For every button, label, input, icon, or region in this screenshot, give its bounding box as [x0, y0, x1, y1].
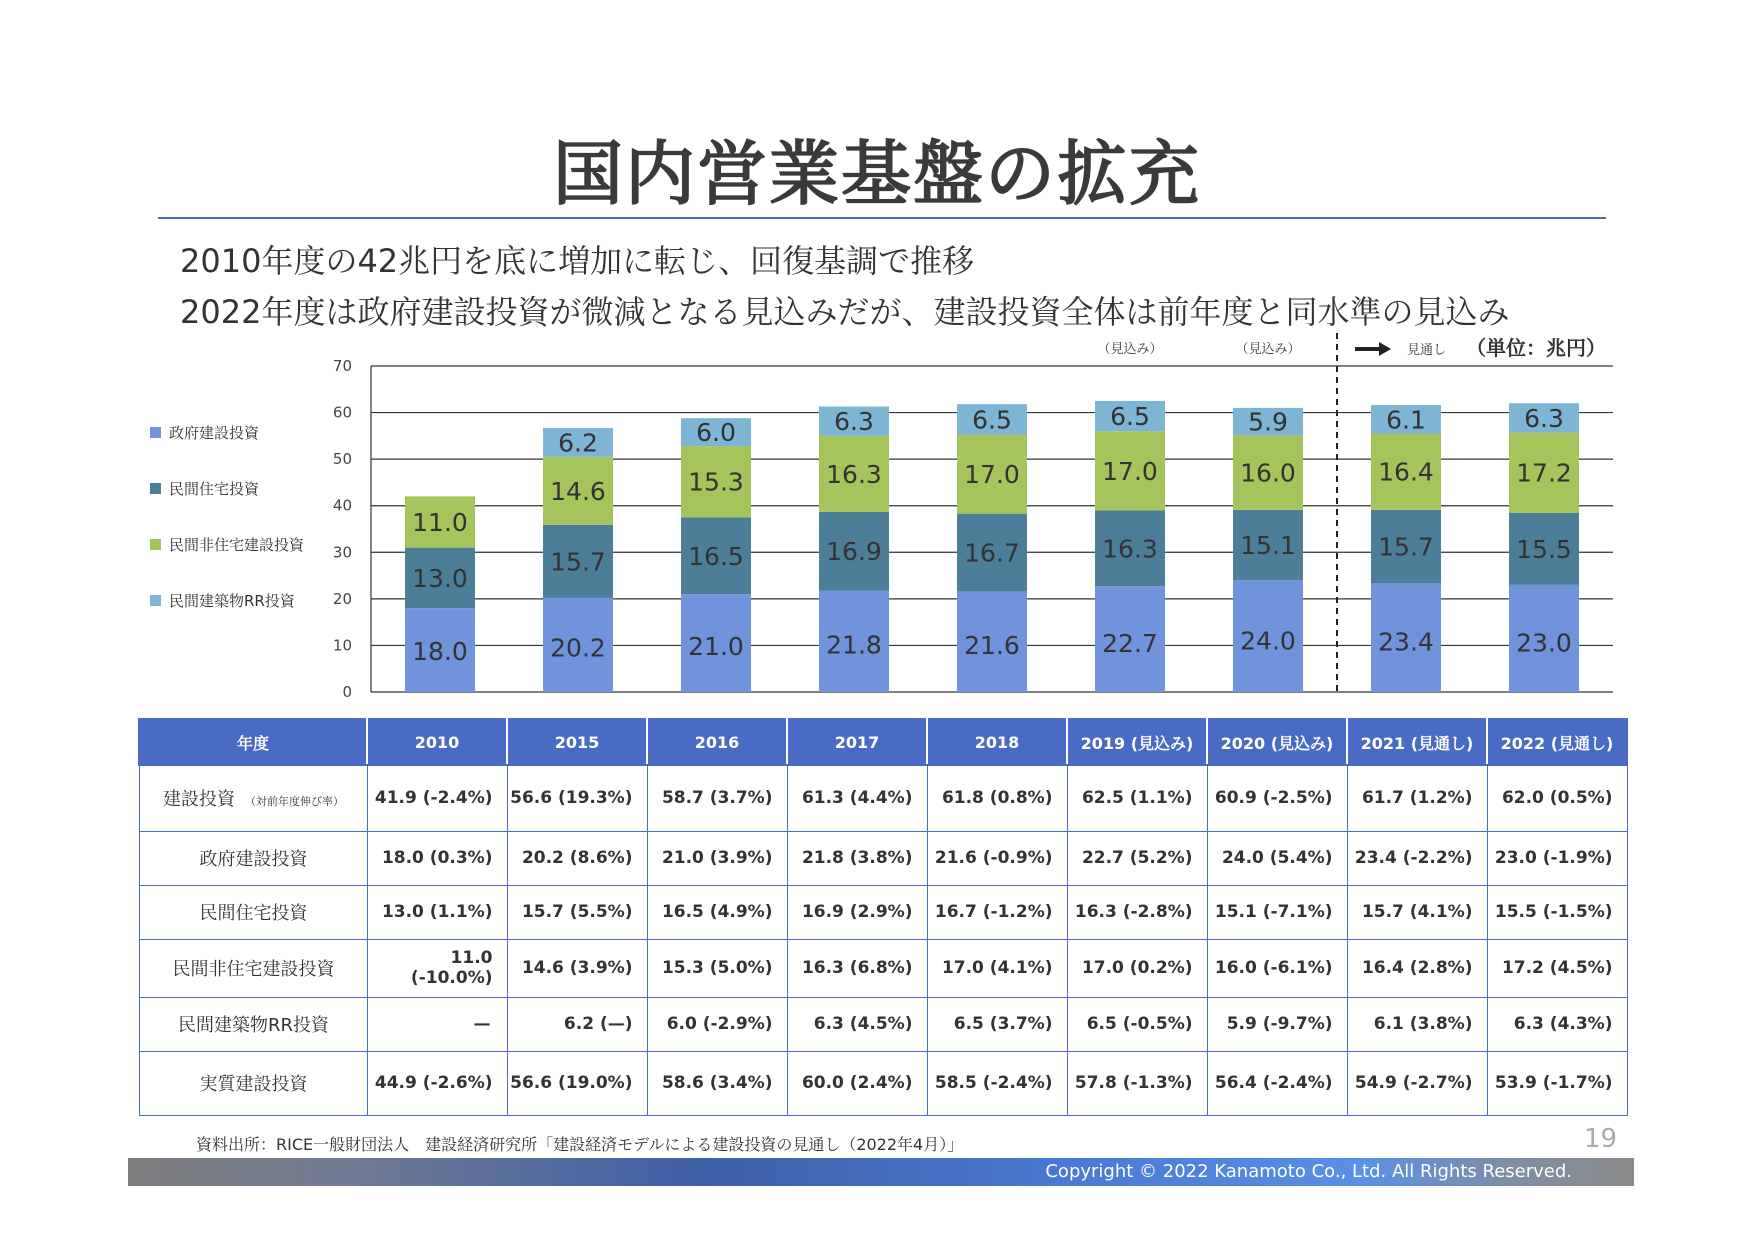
data-label: 17.0	[964, 460, 1020, 490]
y-tick-label: 30	[332, 543, 352, 562]
data-label: 15.7	[550, 547, 606, 577]
table-row	[139, 1051, 1627, 1115]
arrow-icon-shaft	[1355, 347, 1379, 351]
table-cell: 56.6 (19.3%)	[507, 765, 647, 831]
row-label	[139, 765, 367, 831]
data-label: 17.2	[1516, 458, 1572, 488]
table-cell: —	[367, 997, 507, 1051]
legend-label: 民間建築物RR投資	[169, 592, 295, 610]
table-cell: 24.0 (5.4%)	[1207, 831, 1347, 885]
table-cell: 5.9 (-9.7%)	[1207, 997, 1347, 1051]
data-label: 6.3	[834, 407, 874, 437]
data-label: 6.3	[1524, 403, 1564, 433]
table-header-cell: 2022 (見通し)	[1487, 719, 1627, 765]
legend-label: 政府建設投資	[169, 424, 260, 442]
table-cell: 58.5 (-2.4%)	[927, 1051, 1067, 1115]
page-title: 国内営業基盤の拡充	[553, 133, 1201, 215]
y-tick-label: 60	[332, 403, 352, 422]
table-cell: 6.3 (4.3%)	[1487, 997, 1627, 1051]
table-cell: 61.3 (4.4%)	[787, 765, 927, 831]
table-header-cell: 2021 (見通し)	[1347, 719, 1487, 765]
table-header-cell: 2010	[367, 719, 507, 765]
data-label: 16.3	[826, 459, 882, 489]
table-cell: 6.0 (-2.9%)	[647, 997, 787, 1051]
table-cell: 16.4 (2.8%)	[1347, 939, 1487, 997]
data-label: 5.9	[1248, 407, 1288, 437]
data-label: 15.7	[1378, 532, 1434, 562]
unit-label: （単位：兆円）	[1466, 336, 1606, 360]
table-header-cell: 2020 (見込み)	[1207, 719, 1347, 765]
legend-swatch	[150, 483, 161, 494]
table-cell: 60.9 (-2.5%)	[1207, 765, 1347, 831]
data-label: 14.6	[550, 476, 606, 506]
table-cell: 16.7 (-1.2%)	[927, 885, 1067, 939]
table-cell: 21.6 (-0.9%)	[927, 831, 1067, 885]
table-row	[139, 997, 1627, 1051]
table-cell: 44.9 (-2.6%)	[367, 1051, 507, 1115]
data-label: 23.4	[1378, 627, 1434, 657]
table-header-cell: 2017	[787, 719, 927, 765]
data-label: 15.3	[688, 467, 744, 497]
table-header-year: 年度	[139, 719, 367, 765]
table-header-cell: 2016	[647, 719, 787, 765]
data-label: 21.6	[964, 630, 1020, 660]
table-header-cell: 2019 (見込み)	[1067, 719, 1207, 765]
data-label: 16.5	[688, 541, 744, 571]
row-label-text: 民間非住宅建設投資	[172, 959, 335, 980]
estimate-note: （見込み）	[1235, 342, 1301, 357]
table-header-row	[139, 719, 1627, 765]
row-label	[139, 997, 367, 1051]
lead-line-2: 2022年度は政府建設投資が微減となる見込みだが、建設投資全体は前年度と同水準の見込み	[180, 293, 1510, 331]
table-cell: 60.0 (2.4%)	[787, 1051, 927, 1115]
table-cell: 6.5 (3.7%)	[927, 997, 1067, 1051]
y-tick-label: 50	[332, 450, 352, 469]
footer-bar	[128, 1158, 1634, 1186]
page-number: 19	[1584, 1124, 1618, 1154]
legend-label: 民間住宅投資	[169, 480, 260, 498]
y-tick-label: 10	[332, 636, 352, 655]
row-label	[139, 885, 367, 939]
row-label-text: 実質建設投資	[199, 1074, 308, 1095]
data-label: 21.8	[826, 630, 882, 660]
row-label	[139, 831, 367, 885]
table-cell: 16.5 (4.9%)	[647, 885, 787, 939]
investment-table	[138, 718, 1628, 1116]
y-tick-label: 0	[342, 683, 352, 701]
table-cell: 53.9 (-1.7%)	[1487, 1051, 1627, 1115]
table-cell: 23.0 (-1.9%)	[1487, 831, 1627, 885]
arrow-icon-head	[1379, 342, 1391, 356]
legend-swatch	[150, 595, 161, 606]
table-row	[139, 831, 1627, 885]
table-cell: 21.8 (3.8%)	[787, 831, 927, 885]
table-cell: 16.3 (-2.8%)	[1067, 885, 1207, 939]
data-label: 13.0	[412, 563, 468, 593]
data-label: 20.2	[550, 633, 606, 663]
legend-label: 民間非住宅建設投資	[169, 536, 305, 554]
table-cell: 54.9 (-2.7%)	[1347, 1051, 1487, 1115]
table-cell: 58.6 (3.4%)	[647, 1051, 787, 1115]
data-label: 11.0	[412, 508, 468, 538]
table-cell: 21.0 (3.9%)	[647, 831, 787, 885]
table-cell: 6.2 (—)	[507, 997, 647, 1051]
table-cell: 17.0 (4.1%)	[927, 939, 1067, 997]
table-cell: 15.1 (-7.1%)	[1207, 885, 1347, 939]
table-cell: 16.3 (6.8%)	[787, 939, 927, 997]
row-label	[139, 939, 367, 997]
table-cell: 17.0 (0.2%)	[1067, 939, 1207, 997]
table-cell: 58.7 (3.7%)	[647, 765, 787, 831]
table-cell: 17.2 (4.5%)	[1487, 939, 1627, 997]
data-label: 15.5	[1516, 534, 1572, 564]
table-header-cell: 2018	[927, 719, 1067, 765]
table-cell: 11.0 (-10.0%)	[367, 939, 507, 997]
legend-swatch	[150, 427, 161, 438]
data-label: 6.1	[1386, 405, 1426, 435]
lead-line-1: 2010年度の42兆円を底に増加に転じ、回復基調で推移	[180, 242, 975, 280]
table-cell: 22.7 (5.2%)	[1067, 831, 1207, 885]
table-cell: 13.0 (1.1%)	[367, 885, 507, 939]
row-label-text: 政府建設投資	[199, 849, 308, 870]
data-label: 6.5	[972, 405, 1012, 435]
y-tick-label: 20	[332, 589, 352, 608]
table-cell: 62.5 (1.1%)	[1067, 765, 1207, 831]
table-cell: 41.9 (-2.4%)	[367, 765, 507, 831]
table-row	[139, 885, 1627, 939]
row-label	[139, 1051, 367, 1115]
table-cell: 56.6 (19.0%)	[507, 1051, 647, 1115]
table-cell: 15.7 (4.1%)	[1347, 885, 1487, 939]
table-cell: 61.8 (0.8%)	[927, 765, 1067, 831]
table-cell: 56.4 (-2.4%)	[1207, 1051, 1347, 1115]
data-label: 24.0	[1240, 626, 1296, 656]
data-label: 23.0	[1516, 628, 1572, 658]
table-cell: 6.3 (4.5%)	[787, 997, 927, 1051]
estimate-note: （見込み）	[1097, 342, 1163, 357]
data-label: 16.4	[1378, 457, 1434, 487]
table-cell: 6.5 (-0.5%)	[1067, 997, 1207, 1051]
legend-swatch	[150, 539, 161, 550]
data-label: 16.3	[1102, 534, 1158, 564]
row-label-note: （対前年度伸び率）	[245, 795, 344, 809]
data-label: 17.0	[1102, 456, 1158, 486]
data-label: 6.2	[558, 428, 598, 458]
row-label-text: 民間住宅投資	[199, 903, 308, 924]
y-tick-label: 70	[332, 357, 352, 375]
table-cell: 15.7 (5.5%)	[507, 885, 647, 939]
copyright-text: Copyright © 2022 Kanamoto Co., Ltd. All Rights Reserved.	[1045, 1161, 1572, 1182]
data-label: 16.0	[1240, 458, 1296, 488]
table-header-cell: 2015	[507, 719, 647, 765]
data-label: 16.7	[964, 538, 1020, 568]
source-note: 資料出所：RICE一般財団法人 建設経済研究所「建設経済モデルによる建設投資の見通し（2022年4月）」	[196, 1135, 964, 1154]
table-cell: 15.5 (-1.5%)	[1487, 885, 1627, 939]
table-cell: 18.0 (0.3%)	[367, 831, 507, 885]
table-cell: 23.4 (-2.2%)	[1347, 831, 1487, 885]
table-cell: 20.2 (8.6%)	[507, 831, 647, 885]
data-label: 15.1	[1240, 531, 1296, 561]
table-cell: 16.9 (2.9%)	[787, 885, 927, 939]
forecast-label: 見通し	[1407, 343, 1447, 358]
data-label: 6.0	[696, 418, 736, 448]
data-label: 21.0	[688, 631, 744, 661]
table-row	[139, 939, 1627, 997]
row-label-text: 建設投資	[163, 789, 235, 811]
data-label: 16.9	[826, 537, 882, 567]
data-label: 18.0	[412, 637, 468, 667]
data-label: 6.5	[1110, 402, 1150, 432]
table-cell: 6.1 (3.8%)	[1347, 997, 1487, 1051]
table-cell: 14.6 (3.9%)	[507, 939, 647, 997]
row-label-text: 民間建築物RR投資	[177, 1015, 329, 1036]
table-cell: 61.7 (1.2%)	[1347, 765, 1487, 831]
table-cell: 62.0 (0.5%)	[1487, 765, 1627, 831]
y-tick-label: 40	[332, 496, 352, 515]
table-cell: 15.3 (5.0%)	[647, 939, 787, 997]
table-row	[139, 765, 1627, 831]
table-cell: 16.0 (-6.1%)	[1207, 939, 1347, 997]
table-cell: 57.8 (-1.3%)	[1067, 1051, 1207, 1115]
data-label: 22.7	[1102, 628, 1158, 658]
